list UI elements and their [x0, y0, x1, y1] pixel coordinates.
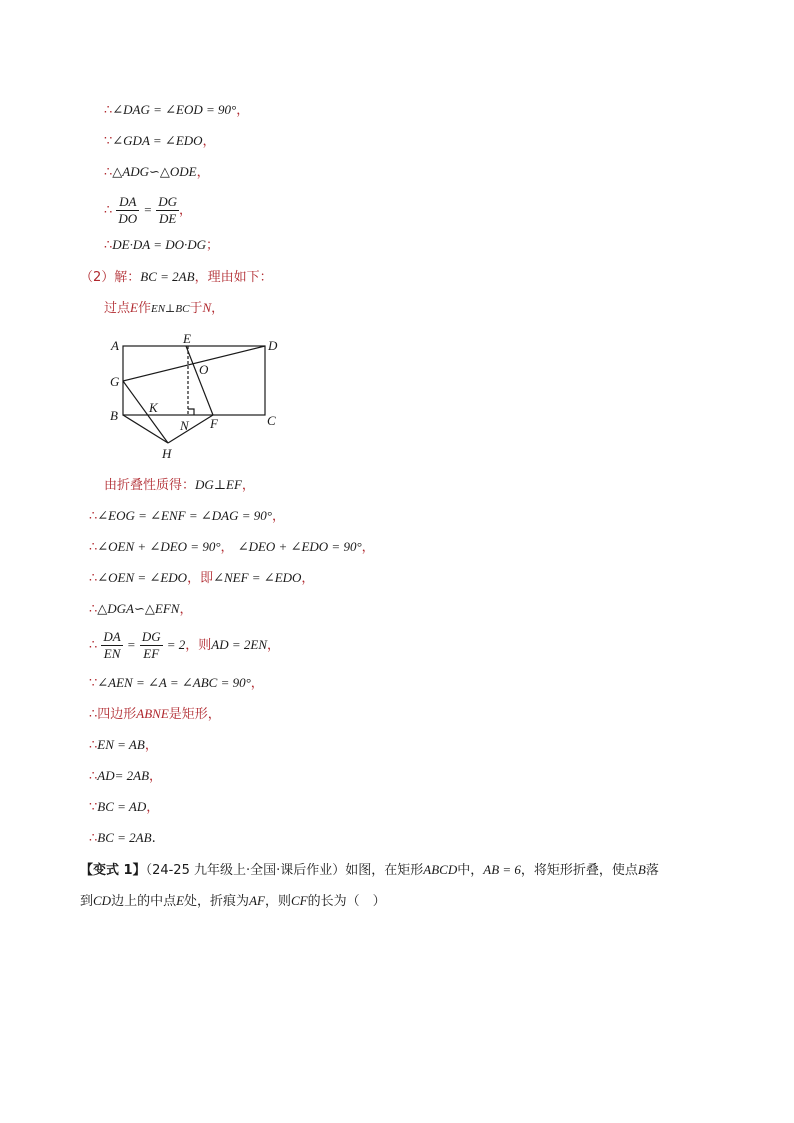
rectangle-abcd: [123, 346, 265, 415]
label-e: E: [183, 331, 191, 346]
proof-line-5: ∴DE·DA = DO·DG；: [104, 237, 220, 253]
variant-problem-line-2: 到CD边上的中点E处，折痕为AF，则CF的长为（ ）: [80, 893, 386, 909]
proof-step-6: ∵∠AEN = ∠A = ∠ABC = 90°，: [89, 675, 264, 691]
segment-gh: [123, 381, 168, 443]
label-b: B: [110, 408, 118, 423]
proof-line-1: ∴∠DAG = ∠EOD = 90°，: [104, 102, 250, 118]
proof-step-8: ∴EN = AB，: [89, 737, 158, 753]
proof-line-2: ∵∠GDA = ∠EDO，: [104, 133, 216, 149]
proof-line-4: ∴ $\frac{DA}{DO}$ = $\frac{DG}{DE}$ ，: [104, 194, 193, 226]
proof-step-10: ∵BC = AD，: [89, 799, 160, 815]
math-expr: ∠DAG = ∠EOD = 90°: [112, 102, 237, 117]
segment-bh: [123, 415, 168, 443]
math-expr: ∠GDA = ∠EDO: [112, 133, 203, 148]
construction-line: 过点E作EN⊥BC于N，: [104, 300, 225, 316]
part2-heading: （2）解：BC = 2AB，理由如下：: [80, 269, 273, 285]
segment-gd: [123, 346, 265, 381]
fraction-da-do: $\frac{DA}{DO}$: [118, 194, 138, 226]
label-g: G: [110, 374, 120, 389]
label-c: C: [267, 413, 276, 428]
fold-line: 由折叠性质得：DG⊥EF，: [104, 477, 255, 493]
variant-tag: 【变式 1】: [80, 863, 146, 878]
fraction-dg-de: $\frac{DG}{DE}$: [158, 194, 178, 226]
proof-step-2: ∴∠OEN + ∠DEO = 90°， ∠DEO + ∠EDO = 90°，: [89, 539, 375, 555]
proof-step-3: ∴∠OEN = ∠EDO，即∠NEF = ∠EDO，: [89, 570, 315, 586]
proof-step-4: ∴△DGA∽△EFN，: [89, 601, 193, 617]
segment-hf: [168, 415, 213, 443]
label-o: O: [199, 362, 209, 377]
label-d: D: [268, 338, 278, 353]
geometry-figure: [100, 328, 300, 468]
proof-step-5: ∴ $\frac{DA}{EN}$ = $\frac{DG}{EF}$ = 2，则AD = 2EN，: [89, 629, 281, 661]
fraction-dg-ef: $\frac{DG}{EF}$: [141, 629, 161, 661]
right-angle-mark: [188, 409, 194, 415]
label-n: N: [180, 418, 189, 433]
proof-step-9: ∴AD= 2AB，: [89, 768, 163, 784]
math-expr: △ADG∽△ODE: [112, 164, 197, 179]
label-k: K: [149, 400, 158, 415]
label-f: F: [210, 416, 218, 431]
segment-ef: [186, 346, 213, 415]
label-h: H: [162, 446, 172, 461]
proof-line-3: ∴△ADG∽△ODE，: [104, 164, 210, 180]
fraction-da-en: $\frac{DA}{EN}$: [103, 629, 121, 661]
variant-source: （24-25 九年级上·全国·课后作业）: [145, 863, 346, 878]
variant-problem-line-1: 【变式 1】（24-25 九年级上·全国·课后作业）如图，在矩形ABCD中，AB = 6，将矩形折叠，使点B落: [80, 862, 659, 878]
proof-step-1: ∴∠EOG = ∠ENF = ∠DAG = 90°，: [89, 508, 285, 524]
proof-step-11: ∴BC = 2AB.: [89, 830, 156, 846]
proof-step-7: ∴四边形ABNE是矩形，: [89, 706, 221, 722]
label-a: A: [111, 338, 119, 353]
math-expr: DE·DA = DO·DG: [112, 237, 207, 252]
